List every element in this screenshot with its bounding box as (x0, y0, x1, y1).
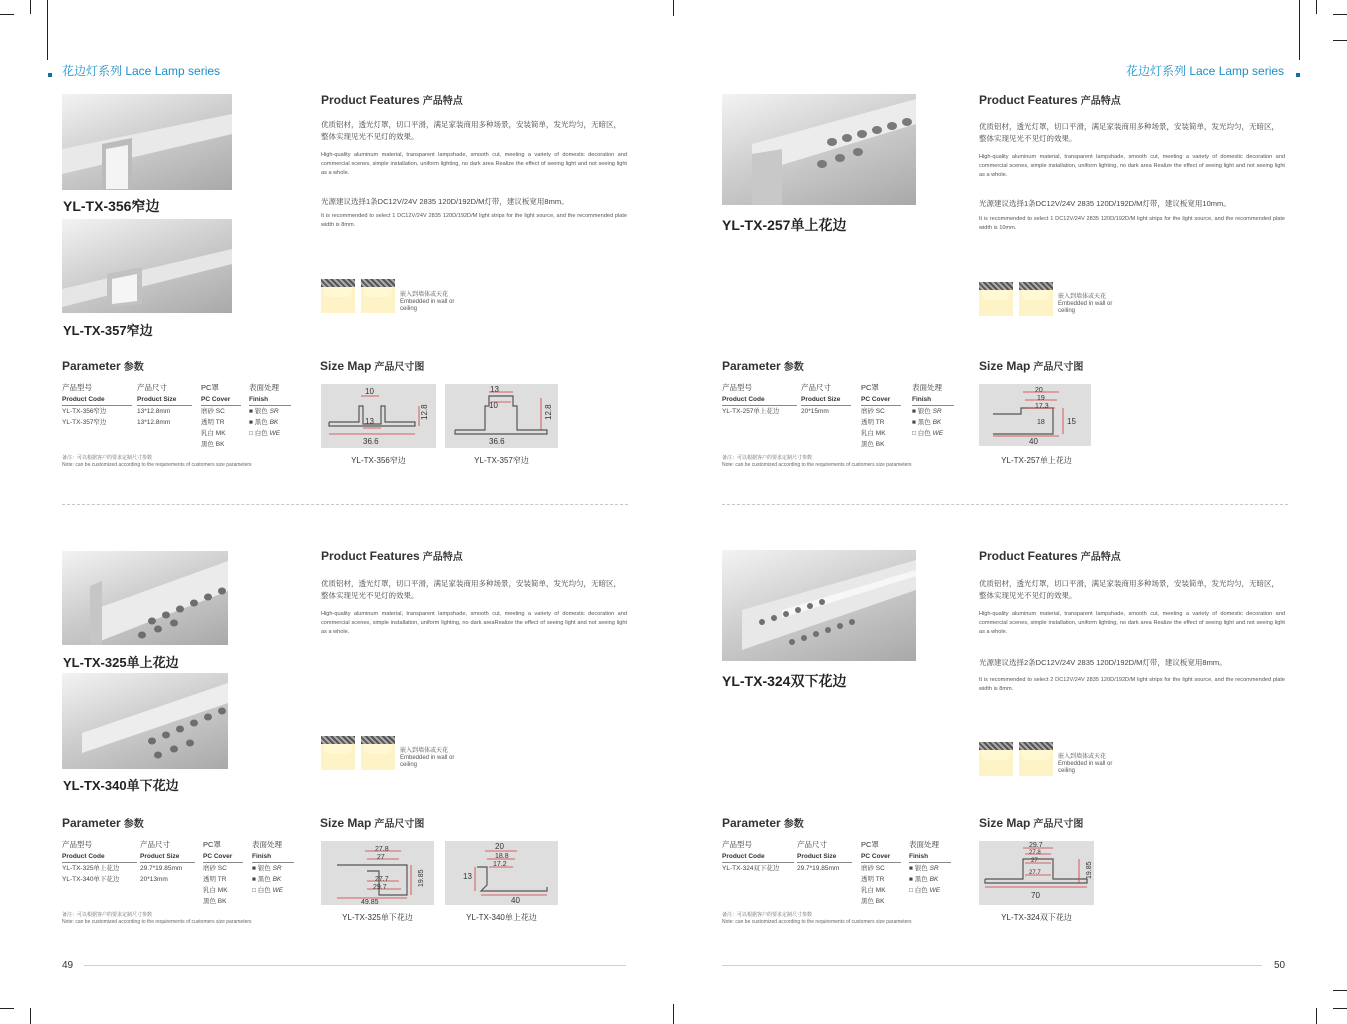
parameter-heading: Parameter 参数 (62, 359, 144, 373)
light-strip-icon (1019, 742, 1053, 776)
product-name-356: YL-TX-356窄边 (63, 198, 160, 214)
svg-text:18: 18 (1037, 419, 1045, 426)
size-diagram-257 (979, 384, 1091, 446)
page-number-right: 50 (1274, 960, 1286, 971)
sizemap-heading: Size Map 产品尺寸图 (320, 816, 425, 830)
parameter-table: 产品型号 Product Code YL-TX-257单上花边 产品尺寸 Product Size 20*15mm PC罩 PC Cover 磨砂 SC 透明 TR 乳白 MK 黑色 BK 表面处理 Finish ■ 银色 SR ■ 黑色 BK □ 白色 WE (722, 382, 957, 458)
svg-text:19.85: 19.85 (418, 869, 425, 887)
svg-text:19: 19 (1037, 395, 1045, 402)
svg-text:20: 20 (1035, 387, 1043, 394)
size-diagram-356 (321, 384, 436, 448)
parameter-table: 产品型号 Product Code YL-TX-324双下花边 产品尺寸 Product Size 29.7*19.85mm PC罩 PC Cover 磨砂 SC 透明 TR 乳白 MK 黑色 BK 表面处理 Finish ■ 银色 SR ■ 黑色 BK □ 白色 WE (722, 839, 957, 915)
features-heading: Product Features 产品特点 (979, 93, 1121, 107)
product-name-324: YL-TX-324双下花边 (722, 673, 847, 689)
light-strip-icon (321, 736, 355, 770)
svg-text:17.3: 17.3 (1035, 403, 1049, 410)
table-note: 备注：可以根据客户的要求定制尺寸参数 Note: can be customized according to the requirements of customers size parameters (722, 912, 912, 925)
svg-text:27: 27 (1031, 858, 1038, 864)
svg-text:40: 40 (511, 896, 520, 905)
page-number-left: 49 (62, 960, 74, 971)
svg-text:27.7: 27.7 (375, 876, 389, 883)
table-note: 备注：可以根据客户的要求定制尺寸参数 Note: can be customized according to the requirements of customers size parameters (62, 912, 252, 925)
svg-text:13: 13 (490, 385, 499, 394)
product-photo-340 (62, 673, 228, 769)
crop-mark (1333, 14, 1347, 15)
desc-cn: 优质铝材，透光灯罩，切口平滑，满足家装商用多种场景，安装简单，发光均匀，无暗区，整体实现见光不见灯的效果。 (979, 579, 1279, 600)
svg-text:19.85: 19.85 (1086, 861, 1093, 879)
size-diagram-caption: YL-TX-325单下花边 (342, 913, 413, 922)
desc-en: High-quality aluminum material, transparent lampshade, smooth cut, meeting a variety of domestic decoration and commercial scenes, simple installation, uniform lighting, no dark area Realize the effect of seeing light and not seeing light as a whole. (979, 611, 1285, 635)
section-divider (722, 504, 1288, 505)
svg-text:12.8: 12.8 (420, 404, 429, 420)
recommendation-en: It is recommended to select 1 DC12V/24V 2835 120D/192D/M light strips for the light source, and the recommended plate width is 10mm. (979, 216, 1285, 231)
embedded-caption: 嵌入到墙体或天花 Embedded in wall or ceiling (1058, 294, 1113, 314)
svg-text:29.7: 29.7 (373, 884, 387, 891)
embedded-caption: 嵌入到墙体或天花 Embedded in wall or ceiling (400, 292, 455, 312)
sizemap-heading: Size Map 产品尺寸图 (979, 359, 1084, 373)
crop-mark (673, 1004, 674, 1024)
svg-text:49.85: 49.85 (361, 899, 379, 905)
product-photo-357 (62, 219, 232, 313)
footer-rule (722, 965, 1262, 966)
footer-rule (84, 965, 626, 966)
crop-mark (1333, 40, 1347, 41)
svg-text:27: 27 (377, 854, 385, 861)
svg-text:13: 13 (463, 872, 472, 881)
desc-cn: 优质铝材，透光灯罩，切口平滑，满足家装商用多种场景，安装简单，发光均匀，无暗区，整体实现见光不见灯的效果。 (979, 122, 1279, 143)
desc-en: High-quality aluminum material, transparent lampshade, smooth cut, meeting a variety of domestic decoration and commercial scenes, simple installation, uniform lighting, no dark area Realize the effect of seeing light and not seeing light as a whole. (979, 154, 1285, 178)
recommendation-cn: 光源建议选择1条DC12V/24V 2835 120D/192D/M灯带，建议板宽用8mm。 (321, 197, 569, 206)
recommendation-cn: 光源建议选择2条DC12V/24V 2835 120D/192D/M灯带，建议板宽用8mm。 (979, 658, 1227, 667)
svg-text:17.2: 17.2 (493, 861, 507, 868)
size-diagram-caption: YL-TX-356窄边 (351, 456, 406, 465)
product-photo-324 (722, 550, 916, 661)
crop-mark (30, 0, 31, 14)
svg-text:13: 13 (365, 417, 374, 426)
desc-cn: 优质铝材，透光灯罩，切口平滑，满足家装商用多种场景，安装简单，发光均匀，无暗区，整体实现见光不见灯的效果。 (321, 579, 621, 600)
install-illustration (321, 736, 401, 770)
svg-text:10: 10 (489, 401, 498, 410)
sizemap-heading: Size Map 产品尺寸图 (979, 816, 1084, 830)
svg-text:18.8: 18.8 (495, 853, 509, 860)
table-note: 备注：可以根据客户的要求定制尺寸参数 Note: can be customized according to the requirements of customers size parameters (62, 455, 252, 468)
product-photo-325 (62, 551, 228, 645)
product-photo-356 (62, 94, 232, 190)
parameter-heading: Parameter 参数 (722, 816, 804, 830)
desc-en: High-quality aluminum material, transparent lampshade, smooth cut, meeting a variety of domestic decoration and commercial scenes, simple installation, uniform lighting, no dark area Realize the effect of seeing light and not seeing light as a whole. (321, 152, 627, 176)
crop-mark (0, 1008, 14, 1009)
recommendation-en: It is recommended to select 2 DC12V/24V 2835 120D/192D/M light strips for the light source, and the recommended plate width is 8mm. (979, 677, 1285, 692)
svg-text:27.8: 27.8 (375, 846, 389, 853)
product-photo-257 (722, 94, 916, 205)
crop-mark (30, 1008, 31, 1024)
light-strip-icon (321, 279, 355, 313)
desc-cn: 优质铝材，透光灯罩，切口平滑，满足家装商用多种场景，安装简单，发光均匀，无暗区，整体实现见光不见灯的效果。 (321, 120, 621, 141)
light-strip-icon (979, 742, 1013, 776)
svg-text:10: 10 (365, 387, 374, 396)
recommendation-en: It is recommended to select 1 DC12V/24V 2835 120D/192D/M light strips for the light source, and the recommended plate width is 8mm. (321, 213, 627, 228)
crop-mark (1333, 990, 1347, 991)
embedded-caption: 嵌入到墙体或天花 Embedded in wall or ceiling (1058, 754, 1113, 774)
svg-text:40: 40 (1029, 437, 1038, 446)
parameter-table: 产品型号 Product Code YL-TX-356窄边 YL-TX-357窄边 产品尺寸 Product Size 13*12.8mm 13*12.8mm PC罩 PC Cover 磨砂 SC 透明 TR 乳白 MK 黑色 BK 表面处理 Finish ■ 银色 SR ■ 黑色 BK □ 白色 WE (62, 382, 292, 458)
svg-text:15: 15 (1067, 417, 1076, 426)
section-divider (62, 504, 628, 505)
svg-text:36.6: 36.6 (363, 437, 379, 446)
svg-text:27.8: 27.8 (1029, 850, 1041, 856)
install-illustration (979, 282, 1059, 316)
product-name-357: YL-TX-357窄边 (63, 323, 153, 338)
crop-mark (1333, 1008, 1347, 1009)
svg-text:70: 70 (1031, 891, 1040, 900)
svg-text:29.7: 29.7 (1029, 842, 1043, 849)
features-heading: Product Features 产品特点 (979, 549, 1121, 563)
series-dot (48, 73, 52, 77)
size-diagram-324 (979, 841, 1094, 905)
svg-text:36.6: 36.6 (489, 437, 505, 446)
table-note: 备注：可以根据客户的要求定制尺寸参数 Note: can be customized according to the requirements of customers size parameters (722, 455, 912, 468)
product-name-257: YL-TX-257单上花边 (722, 217, 847, 233)
crop-mark (673, 0, 674, 16)
crop-mark (1299, 0, 1300, 60)
series-title-right: 花边灯系列 Lace Lamp series (1126, 64, 1285, 78)
parameter-heading: Parameter 参数 (62, 816, 144, 830)
size-diagram-325 (321, 841, 434, 905)
crop-mark (0, 14, 14, 15)
features-heading: Product Features 产品特点 (321, 93, 463, 107)
size-diagram-357 (445, 384, 558, 448)
series-title-left: 花边灯系列 Lace Lamp series (62, 64, 221, 78)
size-diagram-caption: YL-TX-340单上花边 (466, 913, 537, 922)
install-illustration (321, 279, 401, 313)
parameter-heading: Parameter 参数 (722, 359, 804, 373)
crop-mark (1316, 0, 1317, 14)
parameter-table: 产品型号 Product Code YL-TX-325单上花边 YL-TX-340单下花边 产品尺寸 Product Size 29.7*19.85mm 20*13mm PC罩 PC Cover 磨砂 SC 透明 TR 乳白 MK 黑色 BK 表面处理 Finish ■ 银色 SR ■ 黑色 BK □ 白色 WE (62, 839, 297, 915)
size-diagram-caption: YL-TX-257单上花边 (1001, 456, 1072, 465)
sizemap-heading: Size Map 产品尺寸图 (320, 359, 425, 373)
light-strip-icon (361, 736, 395, 770)
light-strip-icon (979, 282, 1013, 316)
light-strip-icon (361, 279, 395, 313)
series-dot (1296, 73, 1300, 77)
light-strip-icon (1019, 282, 1053, 316)
product-name-325: YL-TX-325单上花边 (63, 655, 179, 670)
recommendation-cn: 光源建议选择1条DC12V/24V 2835 120D/192D/M灯带，建议板宽用10mm。 (979, 199, 1231, 208)
crop-mark (1316, 1008, 1317, 1024)
svg-text:27.7: 27.7 (1029, 870, 1041, 876)
embedded-caption: 嵌入到墙体或天花 Embedded in wall or ceiling (400, 748, 455, 768)
features-heading: Product Features 产品特点 (321, 549, 463, 563)
crop-mark (47, 0, 48, 60)
size-diagram-340 (445, 841, 558, 905)
install-illustration (979, 742, 1059, 776)
product-name-340: YL-TX-340单下花边 (63, 778, 179, 793)
svg-text:20: 20 (495, 842, 504, 851)
size-diagram-caption: YL-TX-324双下花边 (1001, 913, 1072, 922)
size-diagram-caption: YL-TX-357窄边 (474, 456, 529, 465)
desc-en: High-quality aluminum material, transparent lampshade, smooth cut, meeting a variety of domestic decoration and commercial scenes, simple installation, uniform lighting, no dark areaRealize the effect of seeing light and not seeing light as a whole. (321, 611, 627, 635)
svg-text:12.8: 12.8 (544, 404, 553, 420)
